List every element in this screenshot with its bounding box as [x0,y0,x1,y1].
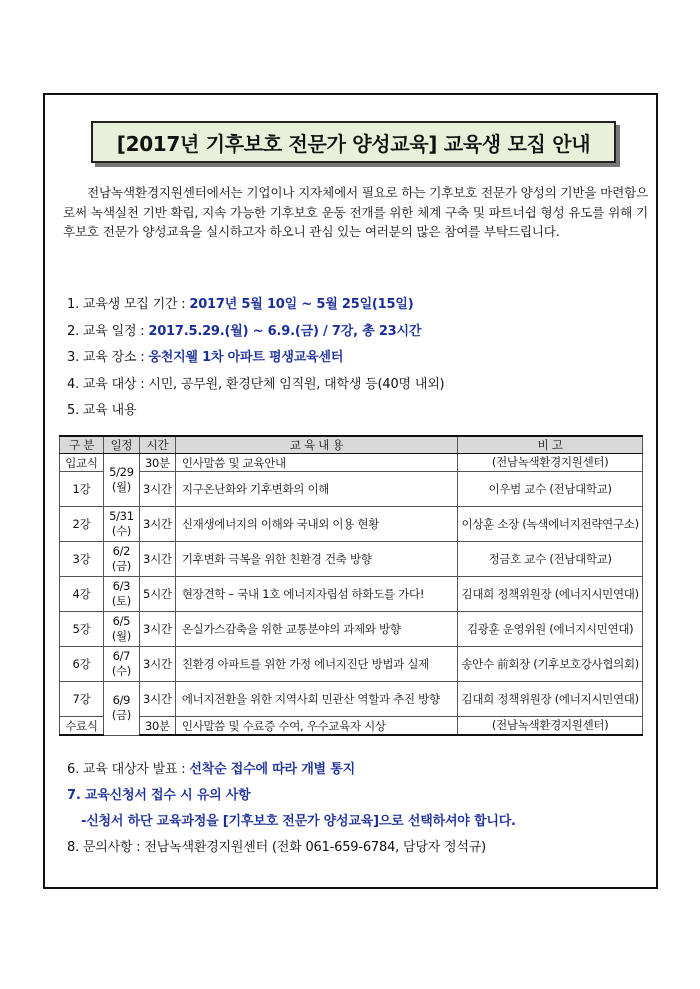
cell-note: 김광훈 운영위원 (에너지시민연대) [458,612,643,647]
cell-content: 신재생에너지의 이해와 국내외 이용 현황 [175,507,457,542]
item-schedule [67,319,647,346]
item-value: 선착순 접수에 따라 개별 통지 [189,762,355,777]
table-row [60,717,643,736]
cell-date: 5/31 (수) [103,507,139,542]
cell-content: 현장견학 – 국내 1호 에너지자립섬 하화도를 가다! [175,577,457,612]
header-time: 시간 [139,436,175,454]
item-value: 웅천지웰 1차 아파트 평생교육센터 [148,350,344,365]
cell-time: 3시간 [139,507,175,542]
cell-time: 3시간 [139,647,175,682]
page-title: [2017년 기후보호 전문가 양성교육] 교육생 모집 안내 [116,131,591,156]
item-label: 3. 교육 장소 : [67,350,149,365]
cell-division: 4강 [60,577,104,612]
cell-content: 에너지전환을 위한 지역사회 민관산 역할과 추진 방향 [175,682,457,717]
item-label: 5. 교육 내용 [67,403,137,418]
item-target [67,372,647,399]
cell-content: 인사말씀 및 수료증 수여, 우수교육자 시상 [175,717,457,736]
intro-paragraph: 전남녹색환경지원센터에서는 기업이나 지자체에서 필요로 하는 기후보호 전문가 양성의 기반을 마련함으로써 녹색실천 기반 확립, 지속 가능한 기후보호 운동 전개를 위한 체계 구축 및 파트너쉽 형성 유도를 위해 기후보호 전문가 양성교육을 실시하고자 하오니 관심 있는 여러분의 많은 참여를 부탁드립니다. [63,185,648,239]
header-division: 구 분 [60,436,104,454]
item-contact: 8. 문의사항 : 전남녹색환경지원센터 (전화 061-659-6784, 담당자 정석규) [67,840,486,855]
table-row [60,647,643,682]
cell-time: 3시간 [139,542,175,577]
cell-division: 5강 [60,612,104,647]
cell-note: 송안수 前회장 (기후보호강사협의회) [458,647,643,682]
cell-division: 6강 [60,647,104,682]
table-header-row [60,436,643,454]
item-value: 2017년 5월 10일 ~ 5월 25일(15일) [189,297,414,312]
header-date: 일정 [103,436,139,454]
item-label: 4. 교육 대상 : 시민, 공무원, 환경단체 임직원, 대학생 등(40명 내외) [67,376,445,392]
cell-note: (전남녹색환경지원센터) [458,717,643,736]
cell-time: 3시간 [139,682,175,717]
cell-time: 3시간 [139,612,175,647]
item-value: 2017.5.29.(월) ~ 6.9.(금) / 7강, 총 23시간 [148,323,422,339]
info-list [67,292,647,425]
cell-date: 6/7 (수) [103,647,139,682]
table-row [60,577,643,612]
cell-content: 지구온난화와 기후변화의 이해 [175,472,457,507]
title-box [91,121,616,163]
item-announcement [67,757,652,783]
item-recruit-period [67,292,647,319]
table-row [60,542,643,577]
item-content [67,398,647,425]
cell-time: 5시간 [139,577,175,612]
cell-division: 입교식 [60,454,104,472]
cell-content: 인사말씀 및 교육안내 [175,454,457,472]
header-content: 교 육 내 용 [175,436,457,454]
table-row [60,454,643,472]
notes-list [67,757,652,861]
table-row [60,612,643,647]
cell-note: 정금호 교수 (전남대학교) [458,542,643,577]
schedule-table [59,435,643,736]
cell-date: 6/2 (금) [103,542,139,577]
item-label: 6. 교육 대상자 발표 : [67,762,190,777]
cell-content: 기후변화 극복을 위한 친환경 건축 방향 [175,542,457,577]
cell-note: (전남녹색환경지원센터) [458,454,643,472]
cell-division: 3강 [60,542,104,577]
cell-date: 6/3 (토) [103,577,139,612]
cell-note: 이우범 교수 (전남대학교) [458,472,643,507]
cell-note: 김대희 정책위원장 (에너지시민연대) [458,682,643,717]
cell-date: 6/9 (금) [103,682,139,736]
table-row [60,472,643,507]
cell-content: 친환경 아파트를 위한 가정 에너지진단 방법과 실제 [175,647,457,682]
table-row [60,682,643,717]
item-location [67,345,647,372]
cell-time: 30분 [139,717,175,736]
cell-time: 30분 [139,454,175,472]
cell-date: 6/5 (월) [103,612,139,647]
cell-division: 7강 [60,682,104,717]
cell-time: 3시간 [139,472,175,507]
item-label: 1. 교육생 모집 기간 : [67,297,190,312]
header-note: 비 고 [458,436,643,454]
document-frame [43,93,658,889]
cell-note: 김대희 정책위원장 (에너지시민연대) [458,577,643,612]
cell-note: 이상훈 소장 (녹색에너지전략연구소) [458,507,643,542]
cell-content: 온실가스감축을 위한 교통분야의 과제와 방향 [175,612,457,647]
cell-date: 5/29 (월) [103,454,139,507]
cell-division: 1강 [60,472,104,507]
item-caution: 7. 교육신청서 접수 시 유의 사항 [67,788,251,803]
cell-division: 2강 [60,507,104,542]
table-row [60,507,643,542]
cell-division: 수료식 [60,717,104,736]
item-caution-detail: -신청서 하단 교육과정을 [기후보호 전문가 양성교육]으로 선택하셔야 합니다. [81,814,516,829]
item-label: 2. 교육 일정 : [67,323,149,339]
